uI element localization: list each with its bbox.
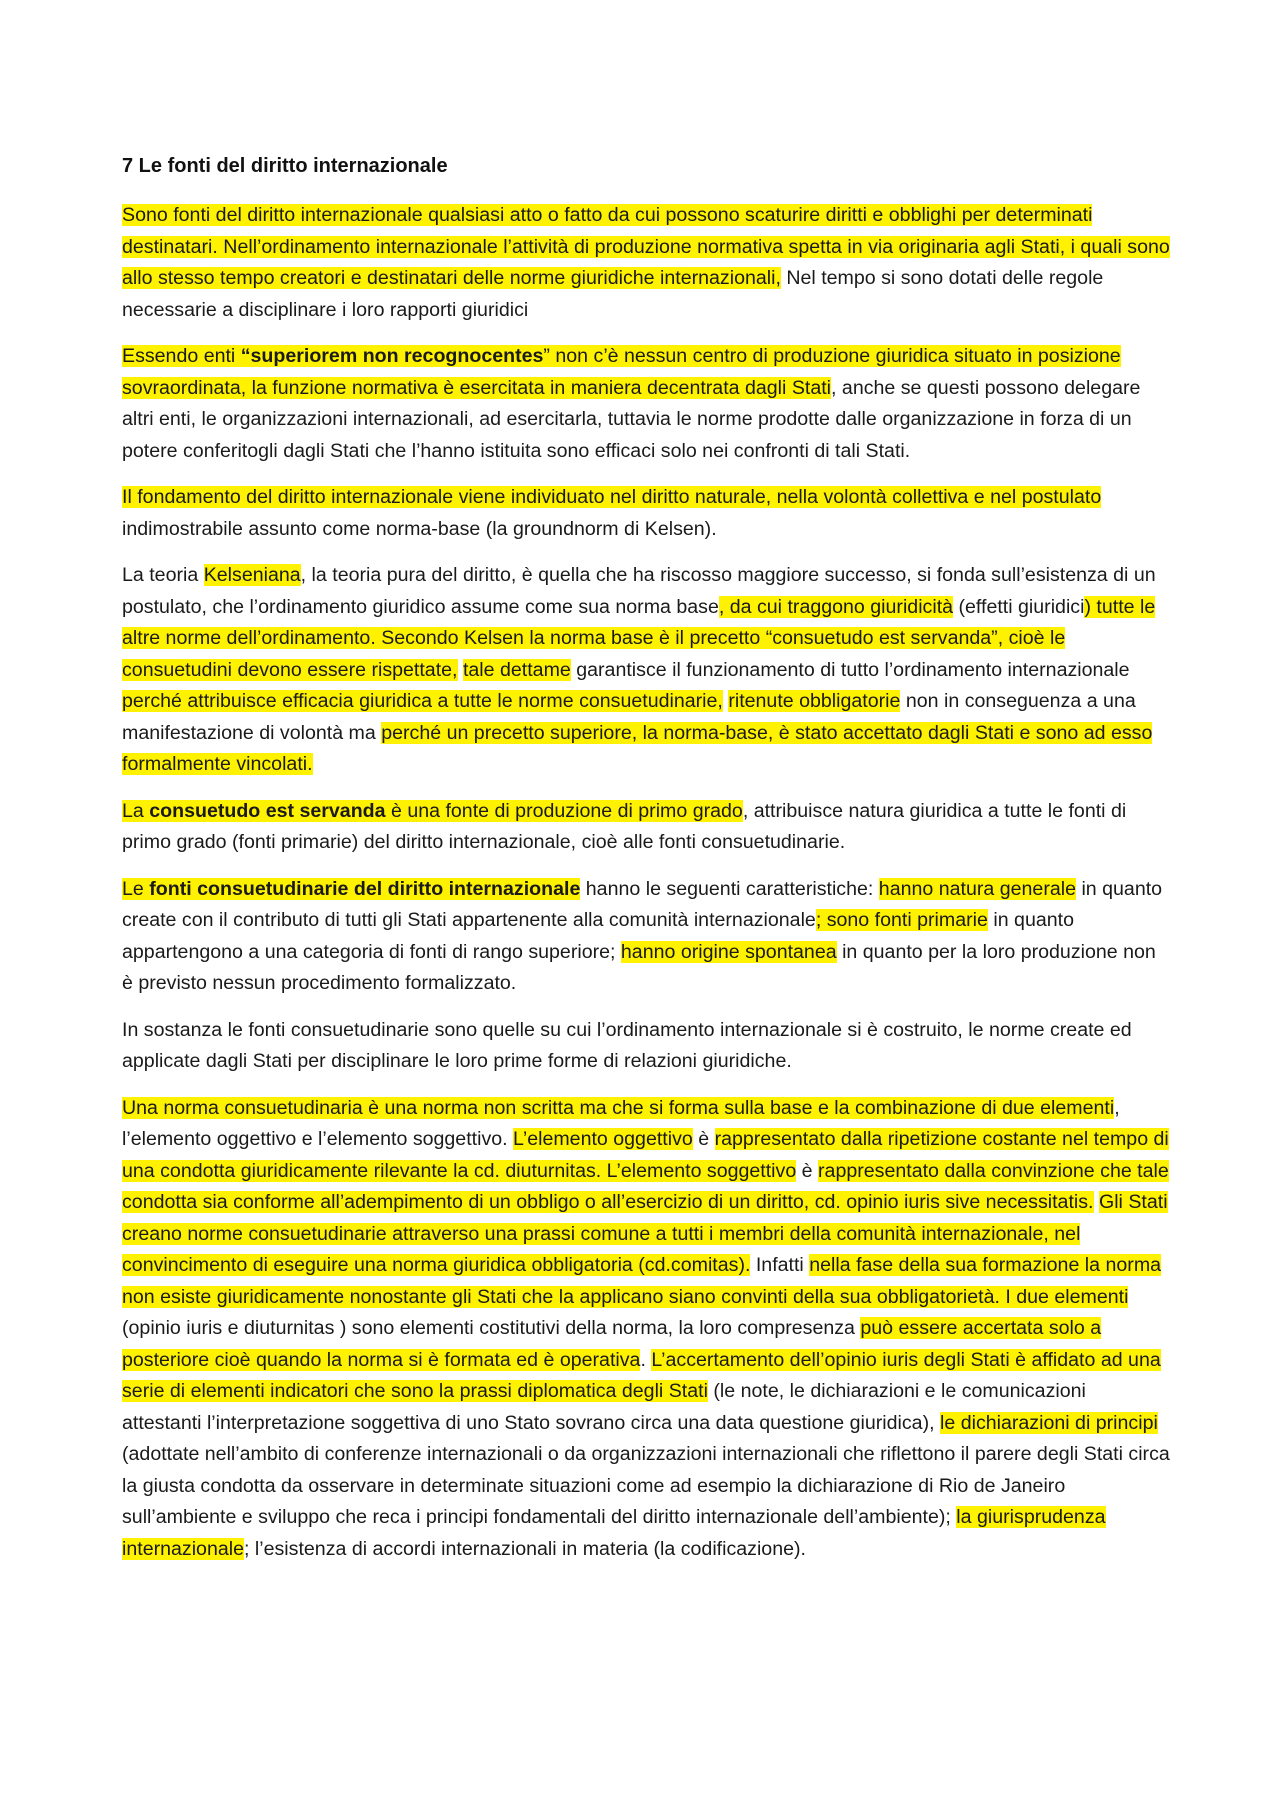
highlighted-text: è una fonte di produzione di primo grado xyxy=(385,799,743,822)
highlighted-text: Sono fonti del diritto internazionale qualsiasi atto o fatto da cui possono scaturire diritti e obblighi per determinati destinatari. Nell’ordinamento internazionale l’attività di produzione normativa spetta in via originaria agli Stati, i quali sono allo stesso tempo creatori e destinatari delle norme giuridiche internazionali, xyxy=(122,204,1170,289)
highlighted-text: ; sono fonti primarie xyxy=(815,909,988,931)
highlighted-text: Essendo enti xyxy=(122,345,241,367)
text-run: (adottate nell’ambito di conferenze internazionali o da organizzazioni internazionali che riflettono il parere degli Stati circa la giusta condotta da osservare in determinate situazioni come ad esempio la dichiarazione di Rio de Janeiro sull’ambiente e sviluppo che reca i principi fondamentali del diritto internazionale dell’ambiente); xyxy=(122,1443,1170,1528)
highlighted-text: Gli Stati creano norme consuetudinarie attraverso una prassi comune a tutti i membri della comunità internazionale, nel convincimento di eseguire una norma giuridica obbligatoria (cd.comitas). xyxy=(122,1191,1168,1276)
highlighted-text: L’accertamento dell’opinio iuris degli Stati è affidato ad una serie di elementi indicatori che sono la prassi diplomatica degli Stati xyxy=(122,1348,1161,1402)
text-run: (opinio iuris e diuturnitas ) sono elementi costitutivi della norma, la loro compresenza xyxy=(122,1317,861,1339)
text-run: In sostanza le fonti consuetudinarie sono quelle su cui l’ordinamento internazionale si è costruito, le norme create ed applicate dagli Stati per disciplinare le loro prime forme di relazioni giuridiche. xyxy=(122,1018,1132,1072)
highlighted-text: ” non c’è nessun centro di produzione giuridica situato in posizione sovraordinata, la funzione normativa è esercitata in maniera decentrata dagli Stati xyxy=(122,345,1121,399)
highlighted-text: Il fondamento del diritto internazionale viene individuato nel diritto naturale, nella volontà collettiva e nel postulato xyxy=(122,486,1102,508)
paragraph-6 xyxy=(122,874,1170,1000)
highlighted-text: rappresentato dalla ripetizione costante nel tempo di una condotta giuridicamente rilevante la cd. diuturnitas. L’elemento soggettivo xyxy=(122,1128,1169,1182)
paragraph-8 xyxy=(122,1093,1170,1566)
text-run: è xyxy=(796,1159,819,1182)
highlighted-text: le dichiarazioni di principi xyxy=(940,1411,1158,1434)
highlighted-text: Le xyxy=(122,877,150,900)
text-run: indimostrabile assunto come norma-base (la groundnorm di Kelsen). xyxy=(122,517,717,540)
text-run: Infatti xyxy=(750,1254,810,1276)
text-run: in quanto per la loro produzione non è previsto nessun procedimento formalizzato. xyxy=(122,940,1156,994)
text-run: Nel tempo si sono dotati delle regole necessarie a disciplinare i loro rapporti giuridici xyxy=(122,267,1104,321)
highlighted-text: perché un precetto superiore, la norma-base, è stato accettato dagli Stati e sono ad esso formalmente vincolati. xyxy=(122,721,1153,775)
highlighted-text: tale dettame xyxy=(462,658,571,681)
highlighted-text: consuetudo est servanda xyxy=(149,799,386,822)
highlighted-text: perché attribuisce efficacia giuridica a tutte le norme consuetudinarie, xyxy=(122,690,723,712)
document-body xyxy=(122,200,1170,1565)
highlighted-text: nella fase della sua formazione la norma non esiste giuridicamente nonostante gli Stati che la applicano siano convinti della sua obbligatorietà. I due elementi xyxy=(122,1254,1162,1308)
text-run: garantisce il funzionamento di tutto l’ordinamento internazionale xyxy=(570,658,1130,681)
paragraph-4 xyxy=(122,560,1170,781)
highlighted-text: ) tutte le altre norme dell’ordinamento. Secondo Kelsen la norma base è il precetto “consuetudo est servanda”, cioè le consuetudini devono essere rispettate, xyxy=(122,595,1156,681)
highlighted-text: “superiorem non recognocentes xyxy=(240,345,544,367)
text-run: ; l’esistenza di accordi internazionali in materia (la codificazione). xyxy=(244,1537,806,1560)
highlighted-text: hanno origine spontanea xyxy=(620,940,837,963)
text-run: , attribuisce natura giuridica a tutte le fonti di primo grado (fonti primarie) del diritto internazionale, cioè alle fonti consuetudinarie. xyxy=(122,799,1127,853)
text-run: (le note, le dichiarazioni e le comunicazioni attestanti l’interpretazione soggettiva di uno Stato sovrano circa una data questione giuridica), xyxy=(122,1380,1086,1434)
highlighted-text: L’elemento oggettivo xyxy=(513,1128,693,1150)
text-run: , l’elemento oggettivo e l’elemento soggettivo. xyxy=(122,1096,1120,1150)
text-run: (effetti giuridici xyxy=(953,595,1085,618)
text-run: hanno le seguenti caratteristiche: xyxy=(580,877,879,900)
highlighted-text: Una norma consuetudinaria è una norma non scritta ma che si forma sulla base e la combinazione di due elementi xyxy=(122,1096,1115,1119)
text-run: , anche se questi possono delegare altri enti, le organizzazioni internazionali, ad esercitarla, tuttavia le norme prodotte dalle organizzazione in forza di un potere conferitogli dagli Stati che l’hanno istituita sono efficaci solo nei confronti di tali Stati. xyxy=(122,376,1141,462)
highlighted-text: , da cui traggono giuridicità xyxy=(718,595,954,618)
paragraph-2 xyxy=(122,341,1170,467)
paragraph-5 xyxy=(122,796,1170,859)
paragraph-3 xyxy=(122,482,1170,545)
highlighted-text: ritenute obbligatorie xyxy=(728,690,901,712)
text-run: . xyxy=(640,1348,652,1371)
text-run: in quanto create con il contributo di tutti gli Stati appartenente alla comunità internazionale xyxy=(122,877,1163,931)
section-title: 7 Le fonti del diritto internazionale xyxy=(122,155,448,177)
highlighted-text: Kelseniana xyxy=(203,564,301,586)
highlighted-text: fonti consuetudinarie del diritto internazionale xyxy=(149,877,581,900)
paragraph-1 xyxy=(122,200,1170,326)
text-run: non in conseguenza a una manifestazione di volontà ma xyxy=(122,690,1136,744)
text-run: La teoria xyxy=(122,564,204,586)
highlighted-text: rappresentato dalla convinzione che tale condotta sia conforme all’adempimento di un obbligo o all’esercizio di un diritto, cd. opinio iuris sive necessitatis. xyxy=(122,1159,1169,1213)
text-run: , la teoria pura del diritto, è quella che ha riscosso maggiore successo, si fonda sull’esistenza di un postulato, che l’ordinamento giuridico assume come sua norma base xyxy=(122,564,1156,618)
text-run: è xyxy=(692,1128,715,1150)
highlighted-text: La xyxy=(122,799,150,822)
highlighted-text: hanno natura generale xyxy=(878,877,1076,900)
text-run: in quanto appartengono a una categoria di fonti di rango superiore; xyxy=(122,909,1074,963)
highlighted-text: può essere accertata solo a posteriore cioè quando la norma si è formata ed è operativa xyxy=(122,1317,1102,1371)
highlighted-text: la giurisprudenza internazionale xyxy=(122,1506,1106,1560)
paragraph-7 xyxy=(122,1015,1170,1078)
